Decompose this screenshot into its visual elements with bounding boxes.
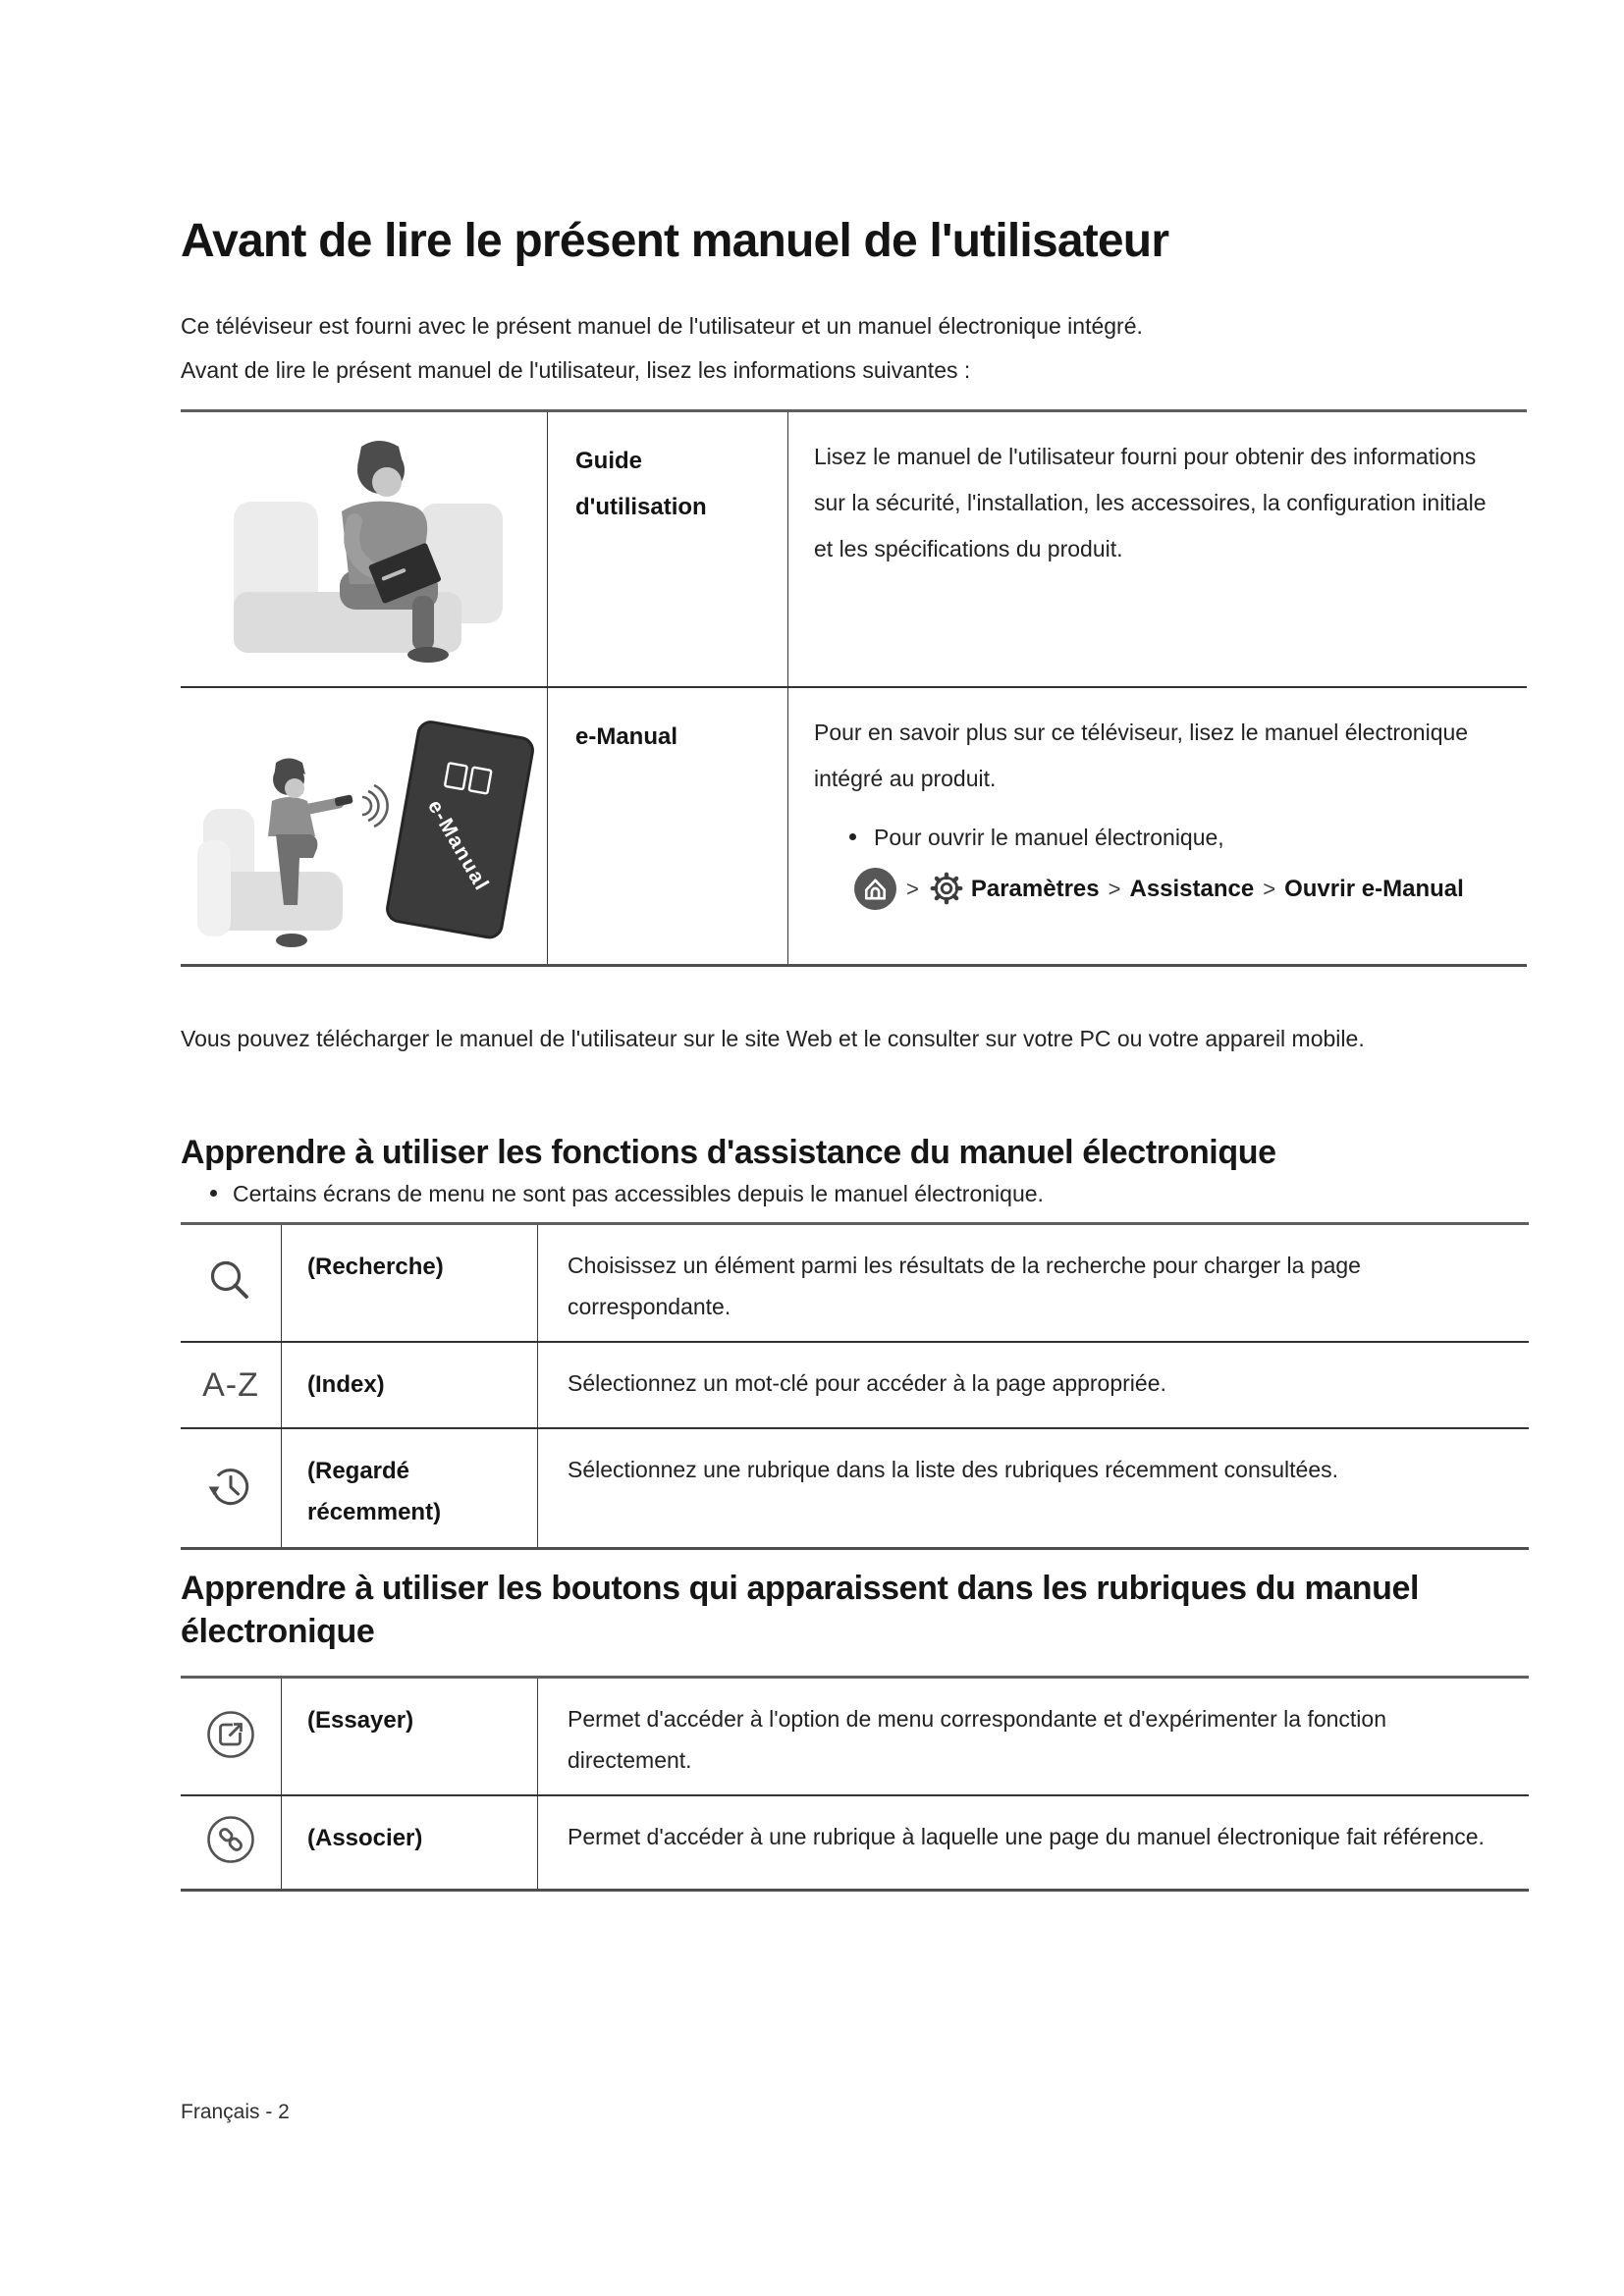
- path-separator: >: [906, 876, 919, 901]
- link-icon: [204, 1813, 257, 1866]
- table-row-recently-viewed: [181, 1428, 1529, 1549]
- page-title: Avant de lire le présent manuel de l'utilisateur: [181, 215, 1169, 268]
- intro-line-1: Ce téléviseur est fourni avec le présent manuel de l'utilisateur et un manuel électronique intégré.: [181, 313, 1143, 339]
- table-row-essayer: [181, 1678, 1529, 1796]
- search-icon: [205, 1255, 256, 1307]
- row-description-regarde: Sélectionnez une rubrique dans la liste des rubriques récemment consultées.: [538, 1428, 1530, 1549]
- emanual-bullet: Pour ouvrir le manuel électronique,: [849, 816, 1507, 860]
- row-description-associer: Permet d'accéder à une rubrique à laquelle une page du manuel électronique fait référence.: [538, 1795, 1530, 1890]
- download-note: Vous pouvez télécharger le manuel de l'utilisateur sur le site Web et le consulter sur votre PC ou votre appareil mobile.: [181, 1026, 1365, 1051]
- intro-line-2: Avant de lire le présent manuel de l'utilisateur, lisez les informations suivantes :: [181, 357, 971, 383]
- guide-illustration-cell: [181, 411, 548, 687]
- section-heading-buttons: Apprendre à utiliser les boutons qui apparaissent dans les rubriques du manuel électronique: [181, 1570, 1420, 1651]
- row-description-guide: Lisez le manuel de l'utilisateur fourni pour obtenir des informations sur la sécurité, l'installation, les accessoires, la configuration initiale et les spécifications du produit.: [788, 411, 1528, 687]
- row-label-essayer: (Essayer): [282, 1678, 538, 1796]
- table-row-index: [181, 1342, 1529, 1428]
- emanual-illustration-cell: [181, 687, 548, 966]
- table-row-associer: [181, 1795, 1529, 1890]
- row-label-index: (Index): [282, 1342, 538, 1428]
- table-row-guide: [181, 411, 1527, 687]
- link-icon-cell: [181, 1795, 282, 1890]
- bullet-dot: [849, 833, 856, 840]
- settings-gear-icon: [928, 870, 965, 907]
- row-description-index: Sélectionnez un mot-clé pour accéder à la page appropriée.: [538, 1342, 1530, 1428]
- home-icon: [853, 867, 897, 911]
- path-step-parametres: Paramètres: [970, 875, 1100, 902]
- row-label-recherche: (Recherche): [282, 1224, 538, 1343]
- history-icon-cell: [181, 1428, 282, 1549]
- page-footer: Français - 2: [181, 2101, 290, 2123]
- table-row-emanual: [181, 687, 1527, 966]
- settings-path: [853, 866, 1507, 912]
- path-separator: >: [1108, 876, 1121, 901]
- bullet-dot: [210, 1190, 217, 1197]
- index-icon-cell: [181, 1342, 282, 1428]
- assist-functions-table: [181, 1222, 1529, 1550]
- row-description-recherche: Choisissez un élément parmi les résultats de la recherche pour charger la page correspondante.: [538, 1224, 1530, 1343]
- try-now-external-icon: [204, 1708, 257, 1761]
- row-description-essayer: Permet d'accéder à l'option de menu correspondante et d'expérimenter la fonction directement.: [538, 1678, 1530, 1796]
- row-label-guide: Guide d'utilisation: [548, 411, 788, 687]
- row-label-emanual: e-Manual: [548, 687, 788, 966]
- search-icon-cell: [181, 1224, 282, 1343]
- try-icon-cell: [181, 1678, 282, 1796]
- intro-paragraph: [181, 304, 1438, 393]
- person-opening-emanual-illustration: [189, 695, 539, 952]
- path-step-ouvrir-emanual: Ouvrir e-Manual: [1284, 875, 1464, 902]
- emanual-screen-label: e-Manual: [422, 795, 493, 895]
- person-reading-guide-illustration: [192, 423, 536, 670]
- manual-overview-table: [181, 409, 1527, 967]
- path-step-assistance: Assistance: [1129, 875, 1255, 902]
- index-az-icon: A-Z: [202, 1365, 259, 1404]
- section-heading-assist: Apprendre à utiliser les fonctions d'assistance du manuel électronique: [181, 1134, 1276, 1172]
- recently-viewed-history-icon: [207, 1463, 254, 1510]
- path-separator: >: [1263, 876, 1276, 901]
- row-description-emanual: Pour en savoir plus sur ce téléviseur, lisez le manuel électronique intégré au produit. Pour ouvrir le manuel électronique, > Paramètres > Assistance > Ouvrir e-Manual: [788, 687, 1528, 966]
- topic-buttons-table: [181, 1676, 1529, 1892]
- menu-note: Certains écrans de menu ne sont pas accessibles depuis le manuel électronique.: [181, 1172, 1438, 1215]
- table-row-search: [181, 1224, 1529, 1343]
- row-label-associer: (Associer): [282, 1795, 538, 1890]
- row-label-regarde: (Regardé récemment): [282, 1428, 538, 1549]
